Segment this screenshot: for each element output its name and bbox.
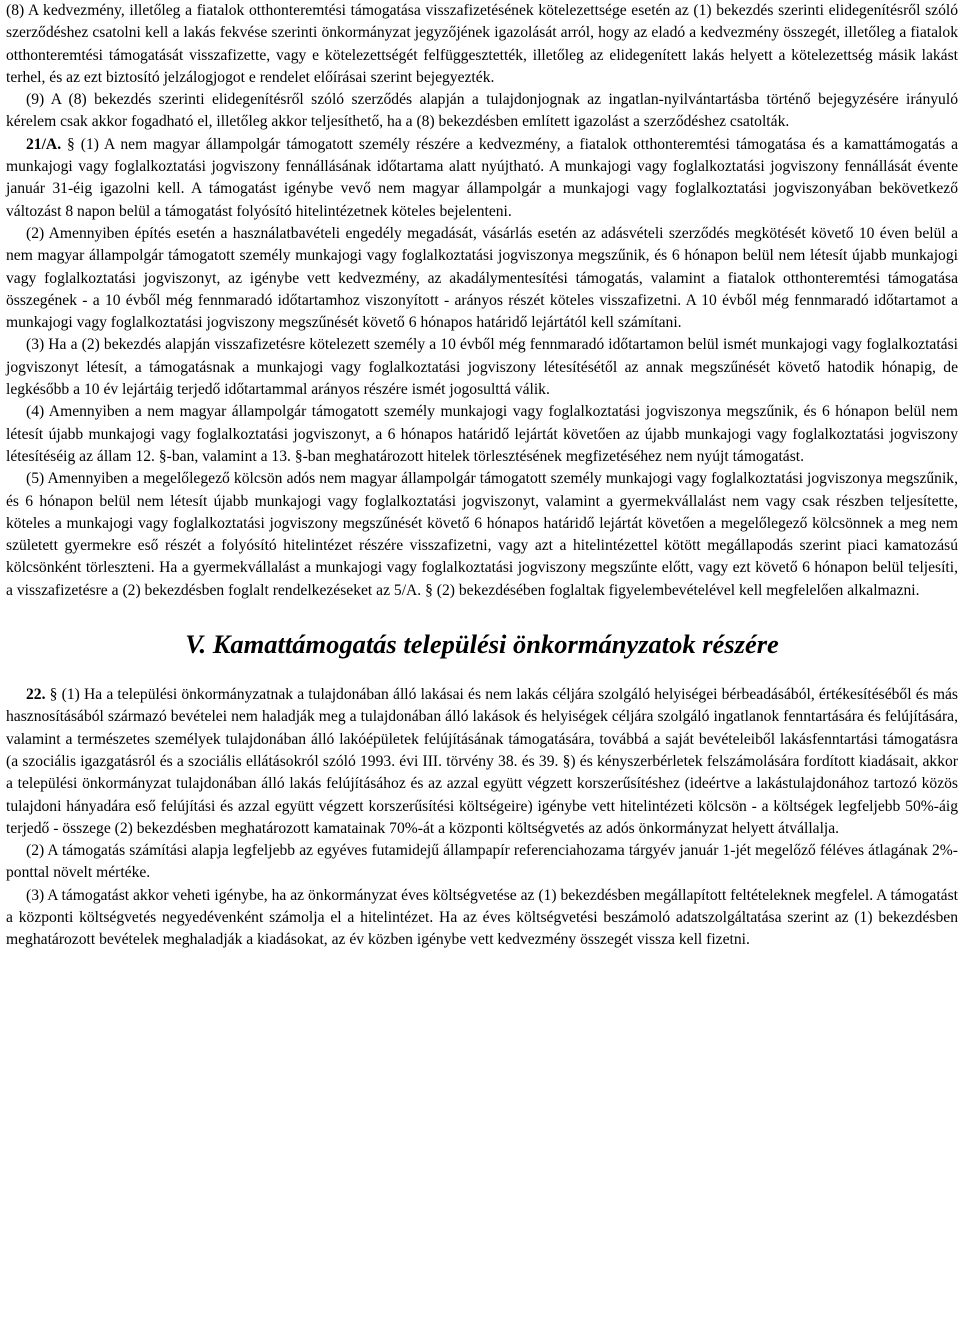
section-21a-paragraph-5: (5) Amennyiben a megelőlegező kölcsön adós nem magyar állampolgár támogatott személy munkajogi vagy foglalkoztatási jogviszonya megszűnik, és 6 hónapon belül nem létesít újabb munkajogi vagy foglalkoztatási jogviszonyt, valamint a gyermekvállalást nem vagy csak részben teljesítette, köteles a munkajogi vagy foglalkoztatási jogviszony megszűnését követő 6 hónapos határidő lejártát követően a megelőlegező kölcsönnek a meg nem született gyermekre eső részét a folyósító hitelintézet részére visszafizetni, vagy azt a hitelintézettel kötött megállapodás szerint piaci kamatozású kölcsönként törleszteni. Ha a gyermekvállalást a munkajogi vagy foglalkoztatási jogviszony megszűnte előtt, vagy ezt követő 6 hónapon belül teljesíti, a visszafizetésre a (2) bekezdésben foglalt rendelkezéseket az 5/A. § (2) bekezdésében foglaltak figyelembevételével kell megfelelően alkalmazni. bbox=[6, 470, 958, 599]
section-22-paragraph-1-text: § (1) Ha a települési önkormányzatnak a tulajdonában álló lakásai és nem lakás céljára szolgáló helyiségei bérbeadásából, értékesítéséből és más hasznosításából származó bevételei nem haladják meg a tulajdonában álló lakások és helyiségek céljára szolgáló ingatlanok fenntartására és felújítására, valamint a természetes személyek tulajdonában álló lakóépületek felújításának támogatására, továbbá a saját bevételeiből lakásfenntartási támogatásra (a szociális igazgatásról és a szociális ellátásokról szóló 1993. évi III. törvény 38. és 39. §) és kényszerbérletek felszámolására fordított kiadásait, akkor a települési önkormányzat tulajdonában álló lakás felújításához és az azzal együtt végzett korszerűsítéshez (ideértve a lakástulajdonához tartozó közös tulajdoni hányadára eső felújítási és azzal együtt végzett korszerűsítési költségeire) igénybe vett hitelintézeti kölcsön - a költségek legfeljebb 50%-áig terjedő - összege (2) bekezdésben meghatározott kamatainak 70%-át a központi költségvetés az adós önkormányzat helyett átvállalja. bbox=[6, 686, 958, 837]
document-page bbox=[6, 0, 958, 952]
section-22-paragraph-3: (3) A támogatást akkor veheti igénybe, ha az önkormányzat éves költségvetése az (1) bekezdésben megállapított feltételeknek megfelel. A támogatást a központi költségvetés negyedévenként számolja el a hitelintézet. Ha az éves költségvetési beszámoló adatszolgáltatása szerint az (1) bekezdésben meghatározott bevételek meghaladják a kiadásokat, az év közben igénybe vett kedvezmény összegét vissza kell fizetni. bbox=[6, 886, 958, 949]
section-heading: V. Kamattámogatás települési önkormányzatok részére bbox=[185, 629, 779, 660]
section-22-number: 22. bbox=[26, 686, 46, 704]
section-21a-paragraph-1-text: § (1) A nem magyar állampolgár támogatott személy részére a kedvezmény, a fiatalok otthonteremtési támogatása és a kamattámogatás a munkajogi vagy foglalkoztatási jogviszony fennállásának időtartama alatt nyújtható. A munkajogi vagy foglalkoztatási jogviszony fennállását évente január 31-éig igazolni kell. A támogatást igénybe vevő nem magyar állampolgár a munkajogi vagy foglalkoztatási jogviszonyában bekövetkező változást 8 napon belül a támogatást folyósító hitelintézetnek köteles bejelenteni. bbox=[6, 135, 958, 220]
paragraph-8: (8) A kedvezmény, illetőleg a fiatalok otthonteremtési támogatása visszafizetésének kötelezettsége esetén az (1) bekezdés szerinti elidegenítésről szóló szerződéshez csatolni kell a lakás fekvése szerinti önkormányzat jegyzőjének igazolását arról, hogy az eladó a kedvezmény összegét, illetőleg a fiatalok otthonteremtési támogatását visszafizette, vagy e kötelezettségét felfüggesztették, illetőleg az elidegenített lakás helyett a kötelezettség másik lakást terhel, és az ezt biztosító jelzálogjogot e rendelet előírásai szerint bejegyezték. bbox=[6, 2, 958, 86]
section-21a-paragraph-3: (3) Ha a (2) bekezdés alapján visszafizetésre kötelezett személy a 10 évből még fennmaradó időtartamon belül ismét munkajogi vagy foglalkoztatási jogviszonyt létesít, a támogatásnak a munkajogi vagy foglalkoztatási jogviszony létesítésétől az annak megszűnését követő hatodik hónapig, de legkésőbb a 10 év lejártáig terjedő időtartammal arányos részére ismét jogosulttá válik. bbox=[6, 336, 958, 399]
section-21a-number: 21/A. bbox=[26, 135, 62, 153]
section-22-paragraph-2: (2) A támogatás számítási alapja legfeljebb az egyéves futamidejű állampapír referenciahozama tárgyév január 1-jét megelőző féléves átlagának 2%-ponttal növelt mértéke. bbox=[6, 842, 958, 882]
paragraph-9: (9) A (8) bekezdés szerinti elidegenítésről szóló szerződés alapján a tulajdonjognak az ingatlan-nyilvántartásba történő bejegyzésére irányuló kérelem csak akkor fogadható el, illetőleg akkor teljesíthető, ha a (8) bekezdésben említett igazolást a szerződéshez csatolták. bbox=[6, 91, 958, 131]
section-21a-paragraph-2: (2) Amennyiben építés esetén a használatbavételi engedély megadását, vásárlás esetén az adásvételi szerződés megkötését követő 10 éven belül a nem magyar állampolgár támogatott személy munkajogi vagy foglalkoztatási jogviszonya megszűnik, és 6 hónapon belül nem létesít újabb munkajogi vagy foglalkoztatási jogviszonyt, az igénybe vett kedvezmény, az akadálymentesítési támogatás, valamint a fiatalok otthonteremtési támogatása összegének - a 10 évből még fennmaradó időtartamhoz viszonyított - arányos részét köteles visszafizetni. A 10 évből még fennmaradó időtartamot a munkajogi vagy foglalkoztatási jogviszony megszűnését követő 6 hónapos határidő lejártától kell számítani. bbox=[6, 224, 958, 332]
section-22-paragraph-1 bbox=[6, 684, 958, 840]
section-21a-paragraph-4: (4) Amennyiben a nem magyar állampolgár támogatott személy munkajogi vagy foglalkoztatási jogviszonya megszűnik, és 6 hónapon belül nem létesít újabb munkajogi vagy foglalkoztatási jogviszonyt, a 6 hónapos határidő lejártát követően az újabb munkajogi vagy foglalkoztatási jogviszony létesítéséig az állam 12. §-ban, valamint a 13. §-ban meghatározott hitelek törlesztésének megfizetéséhez nem nyújt támogatást. bbox=[6, 403, 958, 465]
section-21a-paragraph-1 bbox=[6, 134, 958, 223]
